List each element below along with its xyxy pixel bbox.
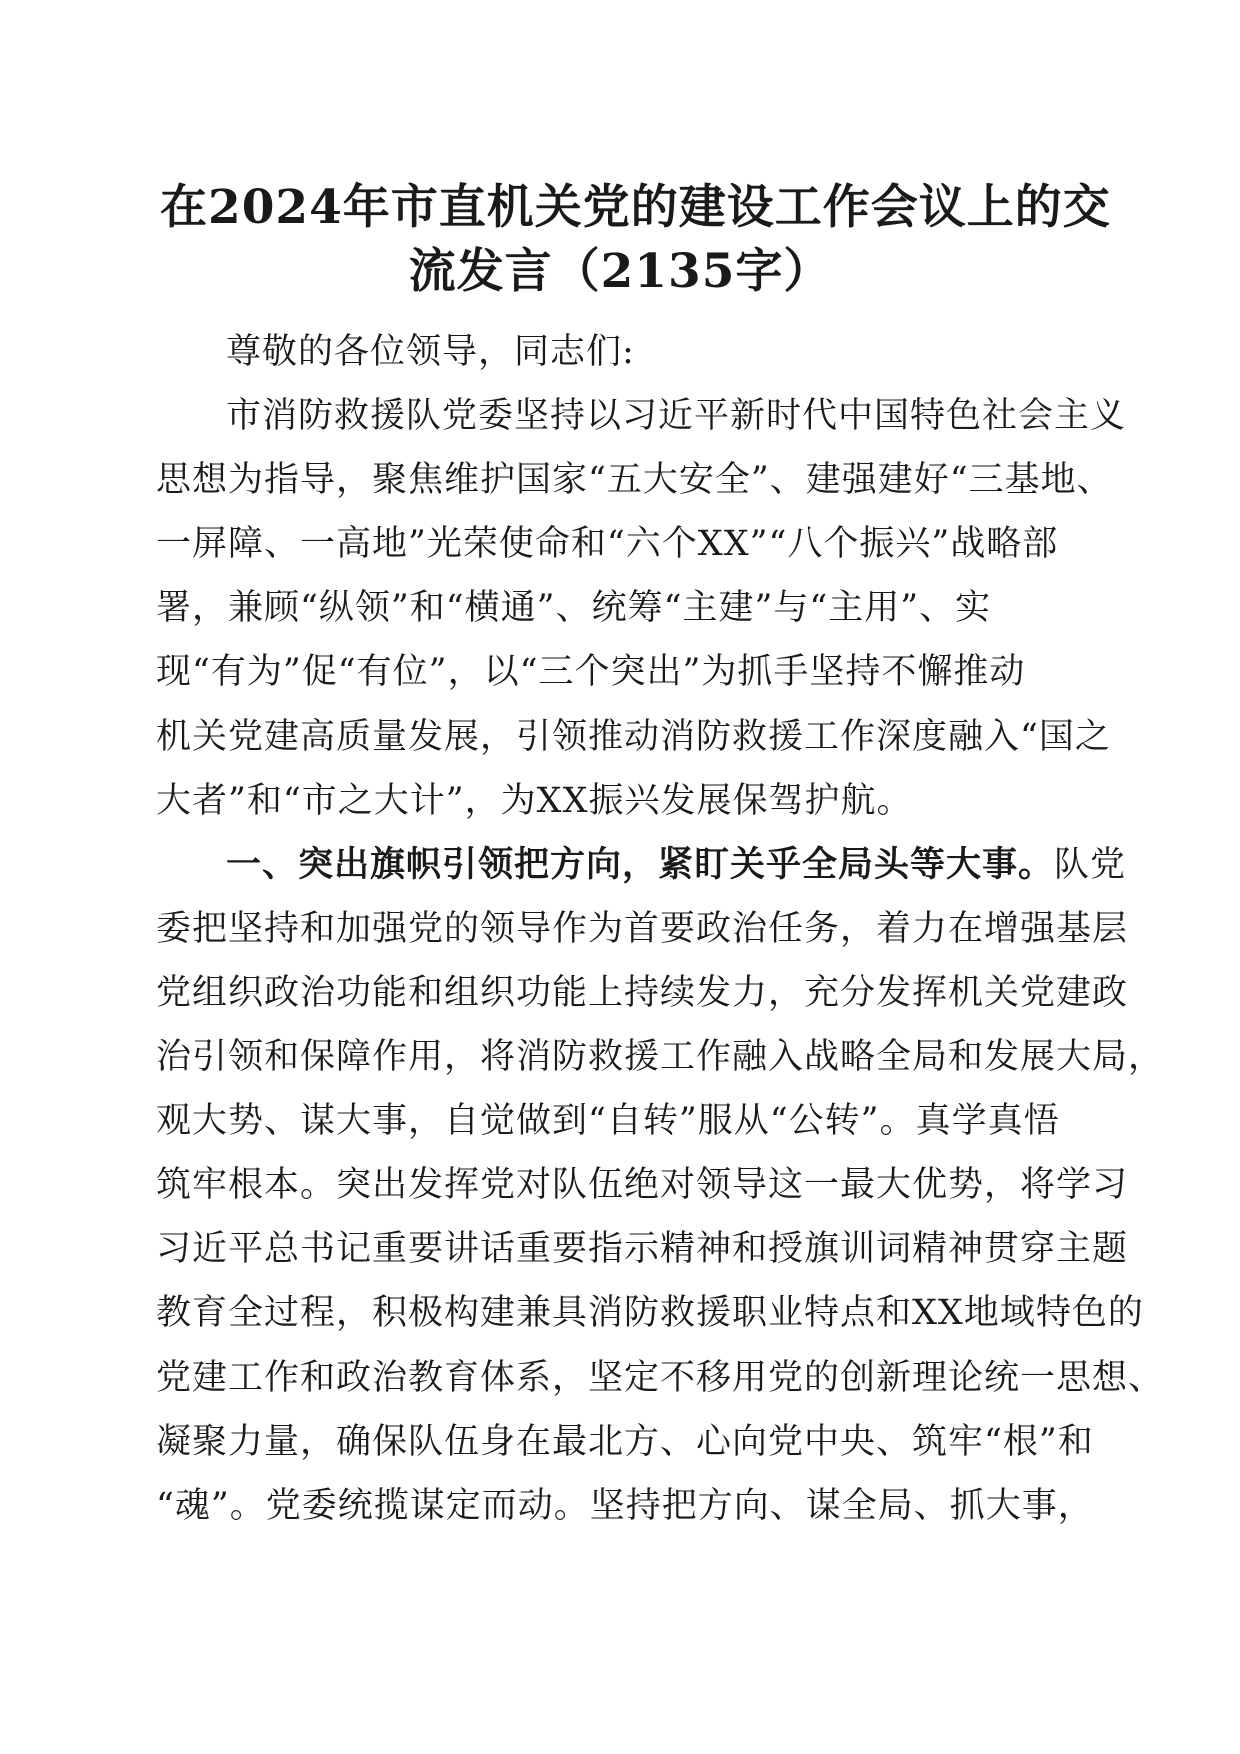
- section-1-paragraph: [156, 833, 1165, 1538]
- section-1-first-line-rest: 队党: [1054, 844, 1127, 885]
- section-1-first-line: [156, 833, 1127, 897]
- paragraph-line: 凝聚力量，确保队伍身在最北方、心向党中央、筑牢“根”和: [156, 1421, 1094, 1462]
- paragraph-line: 观大势、谋大事，自觉做到“自转”服从“公转”。真学真悟: [156, 1101, 1060, 1142]
- intro-paragraph: [156, 384, 1127, 833]
- document-title: [160, 176, 1111, 304]
- paragraph-line: “魂”。党委统揽谋定而动。坚持把方向、谋全局、抓大事，: [156, 1485, 1094, 1526]
- paragraph-line: 大者”和“市之大计”，为XX振兴发展保驾护航。: [156, 780, 913, 821]
- greeting: 尊敬的各位领导，同志们:: [226, 332, 635, 372]
- paragraph-line: 思想为指导，聚焦维护国家“五大安全”、建强建好“三基地、: [156, 460, 1113, 501]
- section-1-heading: 一、突出旗帜引领把方向，紧盯关乎全局头等大事。: [226, 843, 1055, 885]
- title-line-1: 在2024年市直机关党的建设工作会议上的交: [160, 180, 1111, 235]
- paragraph-line: 习近平总书记重要讲话重要指示精神和授旗训词精神贯穿主题: [156, 1229, 1129, 1270]
- paragraph-line: 现“有为”促“有位”，以“三个突出”为抓手坚持不懈推动: [156, 652, 1026, 693]
- paragraph-line: 委把坚持和加强党的领导作为首要政治任务，着力在增强基层: [156, 908, 1129, 949]
- paragraph-line: 署，兼顾“纵领”和“横通”、统筹“主建”与“主用”、实: [156, 588, 992, 629]
- paragraph-line: 市消防救援队党委坚持以习近平新时代中国特色社会主义: [226, 396, 1127, 437]
- paragraph-line: 党建工作和政治教育体系，坚定不移用党的创新理论统一思想、: [156, 1357, 1165, 1398]
- paragraph-line: 治引领和保障作用，将消防救援工作融入战略全局和发展大局，: [156, 1037, 1165, 1078]
- document-body: [156, 320, 1165, 1538]
- paragraph-line: 教育全过程，积极构建兼具消防救援职业特点和XX地域特色的: [156, 1293, 1144, 1334]
- title-line-2: 流发言（2135字）: [408, 244, 832, 299]
- paragraph-line: 一屏障、一高地”光荣使命和“六个XX”“八个振兴”战略部: [156, 524, 1059, 565]
- paragraph-line: 党组织政治功能和组织功能上持续发力，充分发挥机关党建政: [156, 972, 1129, 1013]
- paragraph-line: 筑牢根本。突出发挥党对队伍绝对领导这一最大优势，将学习: [156, 1165, 1129, 1206]
- paragraph-line: 机关党建高质量发展，引领推动消防救援工作深度融入“国之: [156, 716, 1111, 757]
